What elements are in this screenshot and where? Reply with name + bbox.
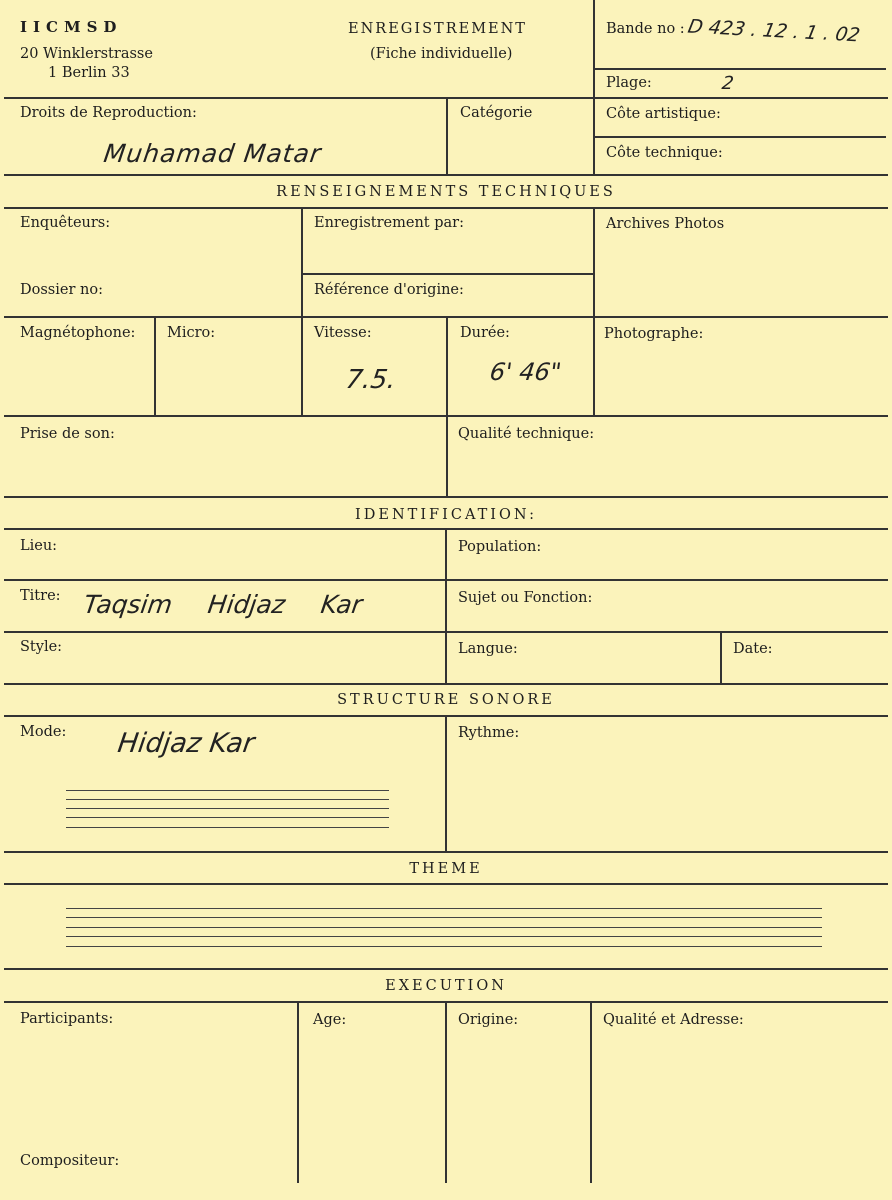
duree-value: 6' 46" bbox=[488, 358, 564, 386]
rule bbox=[594, 136, 886, 138]
rule bbox=[297, 1001, 299, 1183]
vitesse-label: Vitesse: bbox=[314, 325, 372, 341]
langue-label: Langue: bbox=[458, 641, 518, 657]
rythme-label: Rythme: bbox=[458, 725, 520, 741]
titre-value: Taqsim Hidjaz Kar bbox=[81, 590, 365, 619]
section-title-technical: RENSEIGNEMENTS TECHNIQUES bbox=[276, 184, 616, 200]
rule bbox=[4, 174, 888, 176]
rule bbox=[446, 316, 448, 496]
photographe-label: Photographe: bbox=[604, 326, 704, 342]
rule bbox=[445, 715, 447, 851]
mode-label: Mode: bbox=[20, 724, 67, 740]
origine-label: Origine: bbox=[458, 1012, 519, 1028]
address-line-2: 1 Berlin 33 bbox=[48, 65, 130, 81]
org-logo: IICMSD bbox=[20, 18, 123, 36]
bande-label: Bande no : bbox=[606, 21, 685, 37]
rule bbox=[445, 528, 447, 683]
lieu-label: Lieu: bbox=[20, 538, 58, 554]
magnetophone-label: Magnétophone: bbox=[20, 325, 136, 341]
plage-value: 2 bbox=[720, 73, 735, 94]
section-title-theme: THEME bbox=[409, 861, 483, 877]
prise-de-son-label: Prise de son: bbox=[20, 426, 115, 442]
rule bbox=[301, 207, 303, 415]
rule bbox=[4, 851, 888, 853]
qualite-technique-label: Qualité technique: bbox=[458, 426, 595, 442]
rule bbox=[590, 1001, 592, 1183]
reference-label: Référence d'origine: bbox=[314, 282, 464, 298]
rule bbox=[4, 968, 888, 970]
titre-label: Titre: bbox=[20, 588, 61, 604]
population-label: Population: bbox=[458, 539, 542, 555]
rule bbox=[446, 97, 448, 174]
plage-label: Plage: bbox=[606, 75, 652, 91]
rule bbox=[593, 0, 595, 174]
qualite-adresse-label: Qualité et Adresse: bbox=[603, 1012, 744, 1028]
compositeur-label: Compositeur: bbox=[20, 1153, 120, 1169]
rule bbox=[594, 68, 886, 70]
address-line-1: 20 Winklerstrasse bbox=[20, 46, 153, 62]
age-label: Age: bbox=[313, 1012, 347, 1028]
cote-artistique-label: Côte artistique: bbox=[606, 106, 721, 122]
bande-value: D 423 . 12 . 1 . 02 bbox=[685, 15, 862, 47]
section-title-identification: IDENTIFICATION: bbox=[355, 507, 537, 523]
duree-label: Durée: bbox=[460, 325, 510, 341]
rule bbox=[4, 207, 888, 209]
enregistrement-par-label: Enregistrement par: bbox=[314, 215, 464, 231]
rule bbox=[445, 1001, 447, 1183]
archives-photos-label: Archives Photos bbox=[606, 216, 725, 232]
categorie-label: Catégorie bbox=[460, 105, 533, 121]
droits-label: Droits de Reproduction: bbox=[20, 105, 197, 121]
rule bbox=[154, 316, 156, 415]
section-title-structure: STRUCTURE SONORE bbox=[337, 692, 555, 708]
form-title: ENREGISTREMENT bbox=[348, 21, 527, 37]
date-label: Date: bbox=[733, 641, 773, 657]
micro-label: Micro: bbox=[167, 325, 216, 341]
rule bbox=[4, 883, 888, 885]
rule bbox=[593, 207, 595, 415]
cote-technique-label: Côte technique: bbox=[606, 145, 723, 161]
rule bbox=[302, 273, 594, 275]
rule bbox=[4, 496, 888, 498]
form-subtitle: (Fiche individuelle) bbox=[370, 46, 513, 62]
rule bbox=[4, 683, 888, 685]
section-title-execution: EXECUTION bbox=[385, 978, 507, 994]
dossier-label: Dossier no: bbox=[20, 282, 103, 298]
enqueteurs-label: Enquêteurs: bbox=[20, 215, 111, 231]
style-label: Style: bbox=[20, 639, 63, 655]
sujet-label: Sujet ou Fonction: bbox=[458, 590, 593, 606]
mode-value: Hidjaz Kar bbox=[115, 728, 257, 759]
droits-value: Muhamad Matar bbox=[101, 139, 324, 168]
rule bbox=[720, 631, 722, 683]
participants-label: Participants: bbox=[20, 1011, 114, 1027]
vitesse-value: 7.5. bbox=[343, 365, 398, 395]
